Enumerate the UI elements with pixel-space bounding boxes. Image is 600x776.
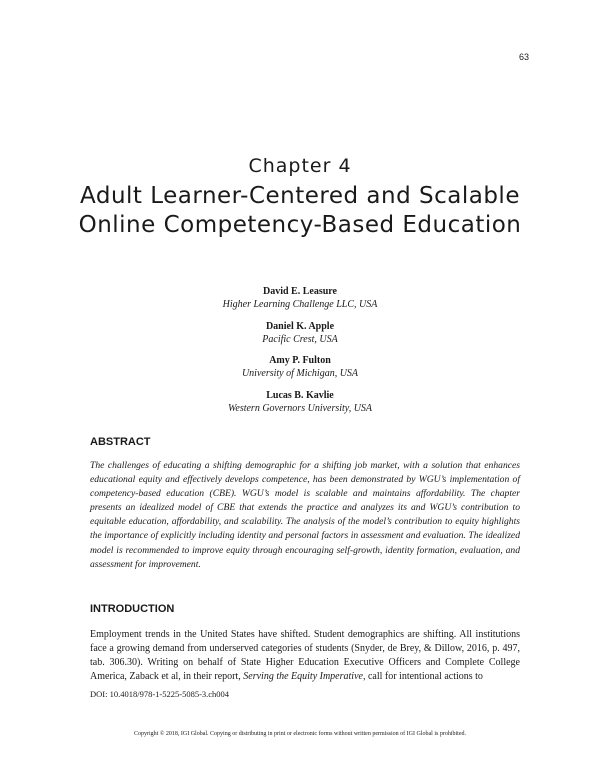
author-affiliation: Pacific Crest, USA	[262, 334, 338, 345]
abstract-text: The challenges of educating a shifting demographic for a shifting job market, with a solution that enhances educational equity and effectively develops competence, has been demonstrated by WGU’s implementation of competency-based education (CBE). WGU’s model is scalable and maintains affordability. The chapter presents an idealized model of CBE that extends the practice and analyzes its and WGU’s contribution to equitable education, affordability, and scalability. The analysis of the model’s contribution to equity highlights the importance of explicitly including identity and personal factors in assessment and evaluation. The idealized model is recommended to improve equity through encouraging self-growth, identity formation, evaluation, and assessment for improvement.	[90, 460, 520, 570]
author-affiliation: Western Governors University, USA	[227, 403, 373, 414]
introduction-heading: INTRODUCTION	[90, 603, 175, 615]
intro-text-part: call for intentional actions to	[365, 671, 483, 683]
report-title: Serving the Equity Imperative,	[243, 671, 366, 683]
doi: DOI: 10.4018/978-1-5225-5085-3.ch004	[90, 689, 230, 699]
page-number: 63	[518, 52, 529, 62]
author-name: David E. Leasure	[263, 286, 337, 297]
author-name: Amy P. Fulton	[269, 355, 331, 366]
author-block	[0, 389, 600, 415]
author-block	[0, 285, 600, 311]
intro-text-part: Employment trends in the United States have shifted. Student demographics are shifting. All institutions face a growing demand from underserved categories of students (Snyder, de Brey, & Dillow, 2016, p. 497, tab. 306.30). Writing on behalf of State Higher Education Executive Officers and Complete College America, Zaback et al, in their report,	[90, 629, 520, 683]
abstract-heading: ABSTRACT	[90, 436, 151, 448]
author-affiliation: Higher Learning Challenge LLC, USA	[222, 299, 378, 310]
introduction-text	[90, 628, 520, 684]
author-block	[0, 320, 600, 346]
author-name: Daniel K. Apple	[265, 321, 335, 332]
author-block	[0, 354, 600, 380]
chapter-title: Adult Learner-Centered and Scalable Online Competency-Based Education	[78, 183, 522, 238]
author-affiliation: University of Michigan, USA	[241, 368, 359, 379]
copyright-notice: Copyright © 2018, IGI Global. Copying or distributing in print or electronic forms without written permission of IGI Global is prohibited.	[133, 731, 466, 737]
author-name: Lucas B. Kavlie	[266, 390, 334, 401]
chapter-label: Chapter 4	[248, 155, 352, 177]
